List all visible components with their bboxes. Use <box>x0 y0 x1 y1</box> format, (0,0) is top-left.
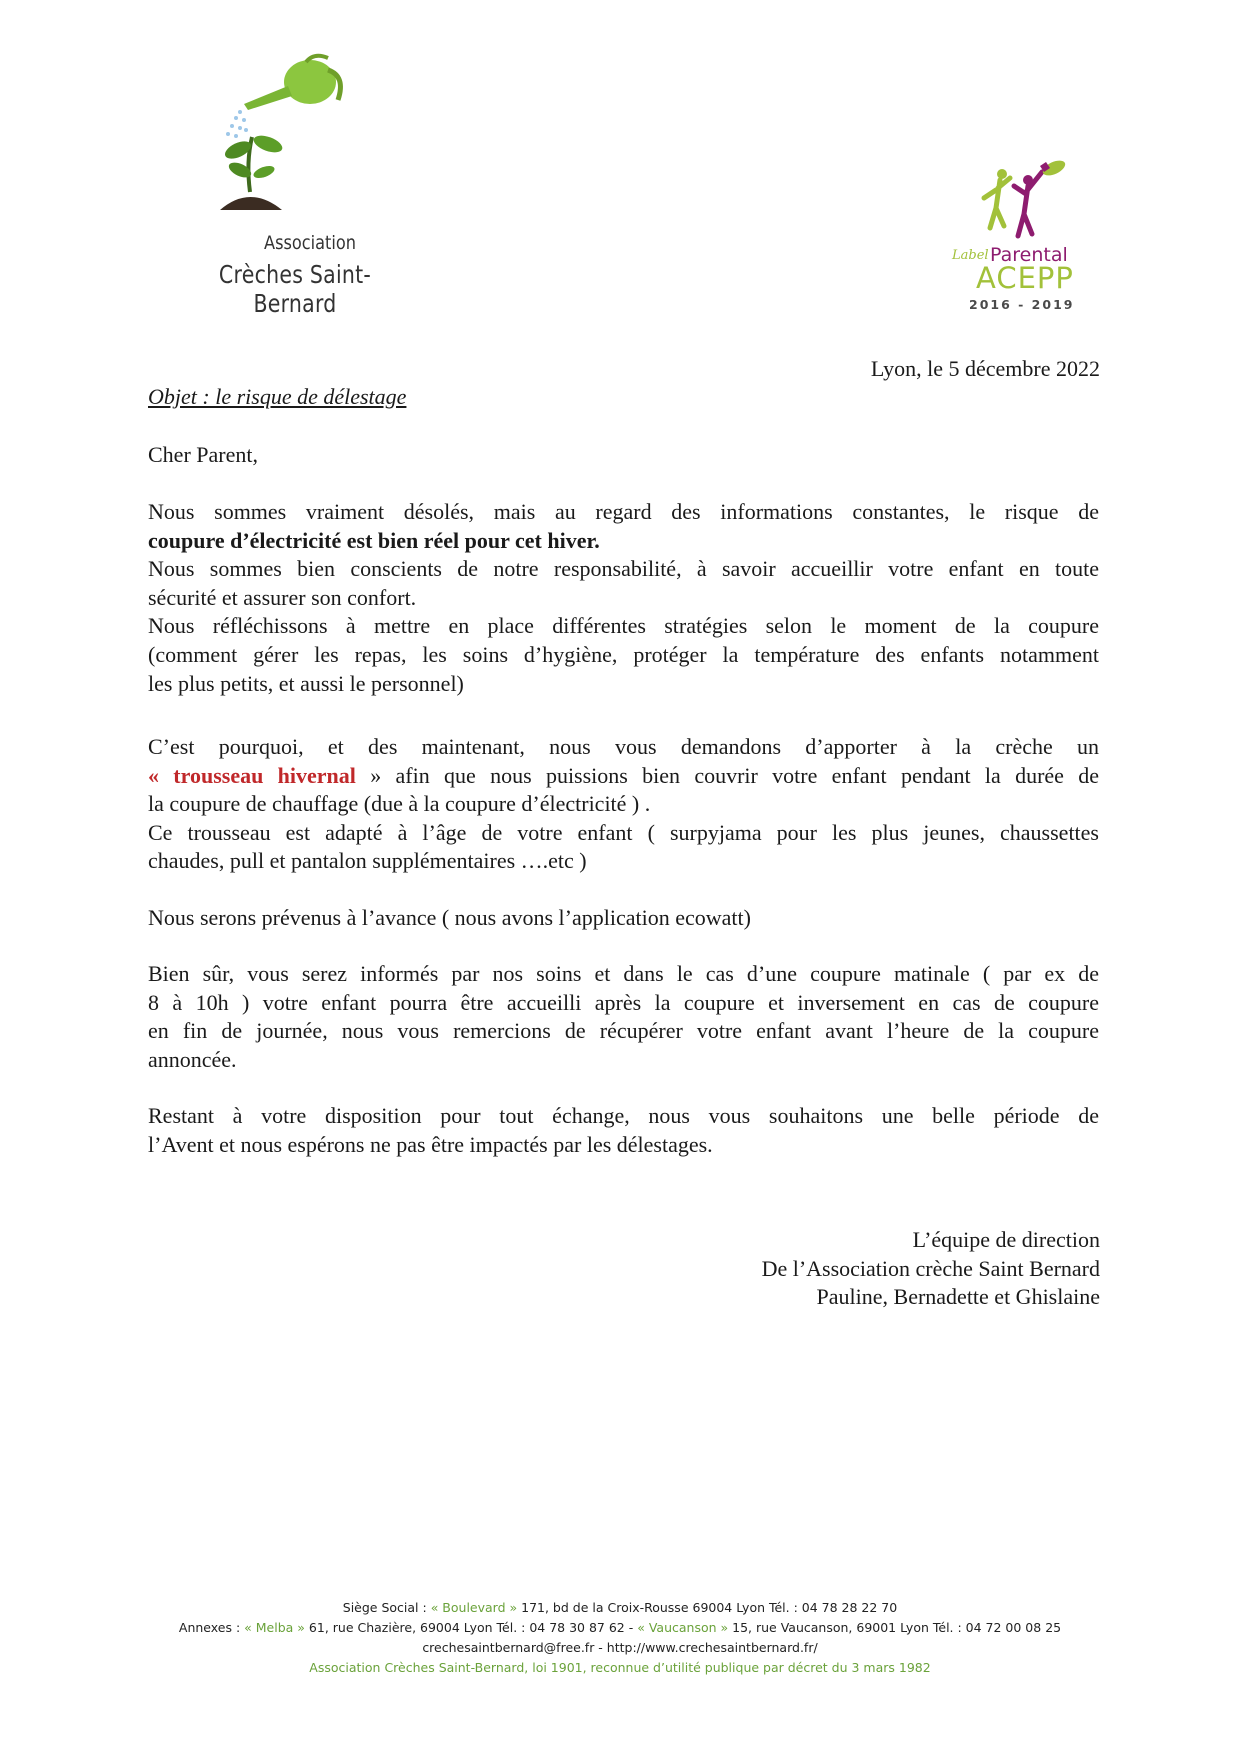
acepp-label-logo <box>944 160 1084 315</box>
watering-can-plant-icon <box>210 52 360 222</box>
annexe2-name: « Vaucanson » <box>637 1620 729 1635</box>
p3-line1: Nous serons prévenus à l’avance ( nous avons l’application ecowatt) <box>148 905 751 930</box>
footer-contact[interactable]: crechesaintbernard@free.fr - http://www.crechesaintbernard.fr/ <box>422 1640 818 1655</box>
paragraph-1 <box>148 498 1099 698</box>
annexe2-rest: 15, rue Vaucanson, 69001 Lyon Tél. : 04 72 00 08 25 <box>728 1620 1062 1635</box>
letter-date: Lyon, le 5 décembre 2022 <box>870 356 1100 381</box>
footer-annexes <box>0 1618 1240 1638</box>
p1-line5: Nous réfléchissons à mettre en place différentes stratégies selon le moment de la coupure <box>148 613 1099 639</box>
label-word: Label <box>952 248 989 263</box>
letter-greeting: Cher Parent, <box>148 442 258 467</box>
annexe1-name: « Melba » <box>244 1620 305 1635</box>
association-logo <box>160 52 430 318</box>
p1-line7: les plus petits, et aussi le personnel) <box>148 670 464 696</box>
paragraph-4 <box>148 960 1099 1074</box>
p2-line1: C’est pourquoi, et des maintenant, nous vous demandons d’apporter à la crèche un <box>148 734 1099 759</box>
p2-line5: chaudes, pull et pantalon supplémentaires ….etc ) <box>148 848 587 874</box>
letter-subject: Objet : le risque de délestage <box>148 384 407 409</box>
association-line1: Association <box>264 232 356 254</box>
signature-block <box>762 1226 1100 1312</box>
signature-line3: Pauline, Bernadette et Ghislaine <box>816 1284 1100 1310</box>
association-line2: Crèches Saint-Bernard <box>218 260 372 318</box>
footer <box>0 1598 1240 1678</box>
paragraph-3 <box>148 904 1099 933</box>
p2-line3: la coupure de chauffage (due à la coupure d’électricité ) . <box>148 791 651 817</box>
siege-name: « Boulevard » <box>430 1600 518 1615</box>
signature-line2: De l’Association crèche Saint Bernard <box>761 1255 1100 1281</box>
p5-line2: l’Avent et nous espérons ne pas être impactés par les délestages. <box>148 1131 713 1157</box>
trousseau-highlight: « trousseau hivernal <box>148 762 356 788</box>
annexe1-rest: 61, rue Chazière, 69004 Lyon Tél. : 04 78 30 87 62 - <box>304 1620 638 1635</box>
p2-line2 <box>148 762 1099 791</box>
p2-line4: Ce trousseau est adapté à l’âge de votre enfant ( surpyjama pour les plus jeunes, chaussettes <box>148 819 1099 845</box>
siege-rest: 171, bd de la Croix-Rousse 69004 Lyon Tél. : 04 78 28 22 70 <box>517 1600 898 1615</box>
p1-line1: Nous sommes vraiment désolés, mais au regard des informations constantes, le risque de <box>148 499 1099 524</box>
acepp-word: ACEPP <box>976 261 1074 295</box>
p2-line2-rest: » afin que nous puissions bien couvrir votre enfant pendant la durée de <box>355 762 1099 788</box>
p1-line3: Nous sommes bien conscients de notre responsabilité, à savoir accueillir votre enfant en toute <box>148 556 1099 582</box>
signature-line1: L’équipe de direction <box>912 1227 1100 1252</box>
p4-line1: Bien sûr, vous serez informés par nos soins et dans le cas d’une coupure matinale ( par ex de <box>148 961 1099 986</box>
paragraph-2 <box>148 733 1099 876</box>
p1-bold: coupure d’électricité est bien réel pour cet hiver. <box>148 527 600 553</box>
annexes-prefix: Annexes : <box>178 1620 245 1635</box>
p4-line2: 8 à 10h ) votre enfant pourra être accueilli après la coupure et inversement en cas de coupure <box>148 989 1099 1015</box>
p4-line4: annoncée. <box>148 1046 237 1072</box>
p5-line1: Restant à votre disposition pour tout échange, nous vous souhaitons une belle période de <box>148 1103 1099 1128</box>
p1-line4: sécurité et assurer son confort. <box>148 584 417 610</box>
p4-line3: en fin de journée, nous vous remercions de récupérer votre enfant avant l’heure de la coupure <box>148 1018 1099 1044</box>
p1-line6: (comment gérer les repas, les soins d’hygiène, protéger la température des enfants notamment <box>148 641 1099 667</box>
acepp-figures-icon <box>944 160 1084 250</box>
siege-prefix: Siège Social : <box>342 1600 431 1615</box>
label-years: 2016 - 2019 <box>969 297 1075 312</box>
footer-siege <box>0 1598 1240 1618</box>
parental-word: Parental <box>990 244 1068 266</box>
footer-legal: Association Crèches Saint-Bernard, loi 1901, reconnue d’utilité publique par décret du 3 mars 1982 <box>309 1660 931 1675</box>
paragraph-5 <box>148 1102 1099 1159</box>
